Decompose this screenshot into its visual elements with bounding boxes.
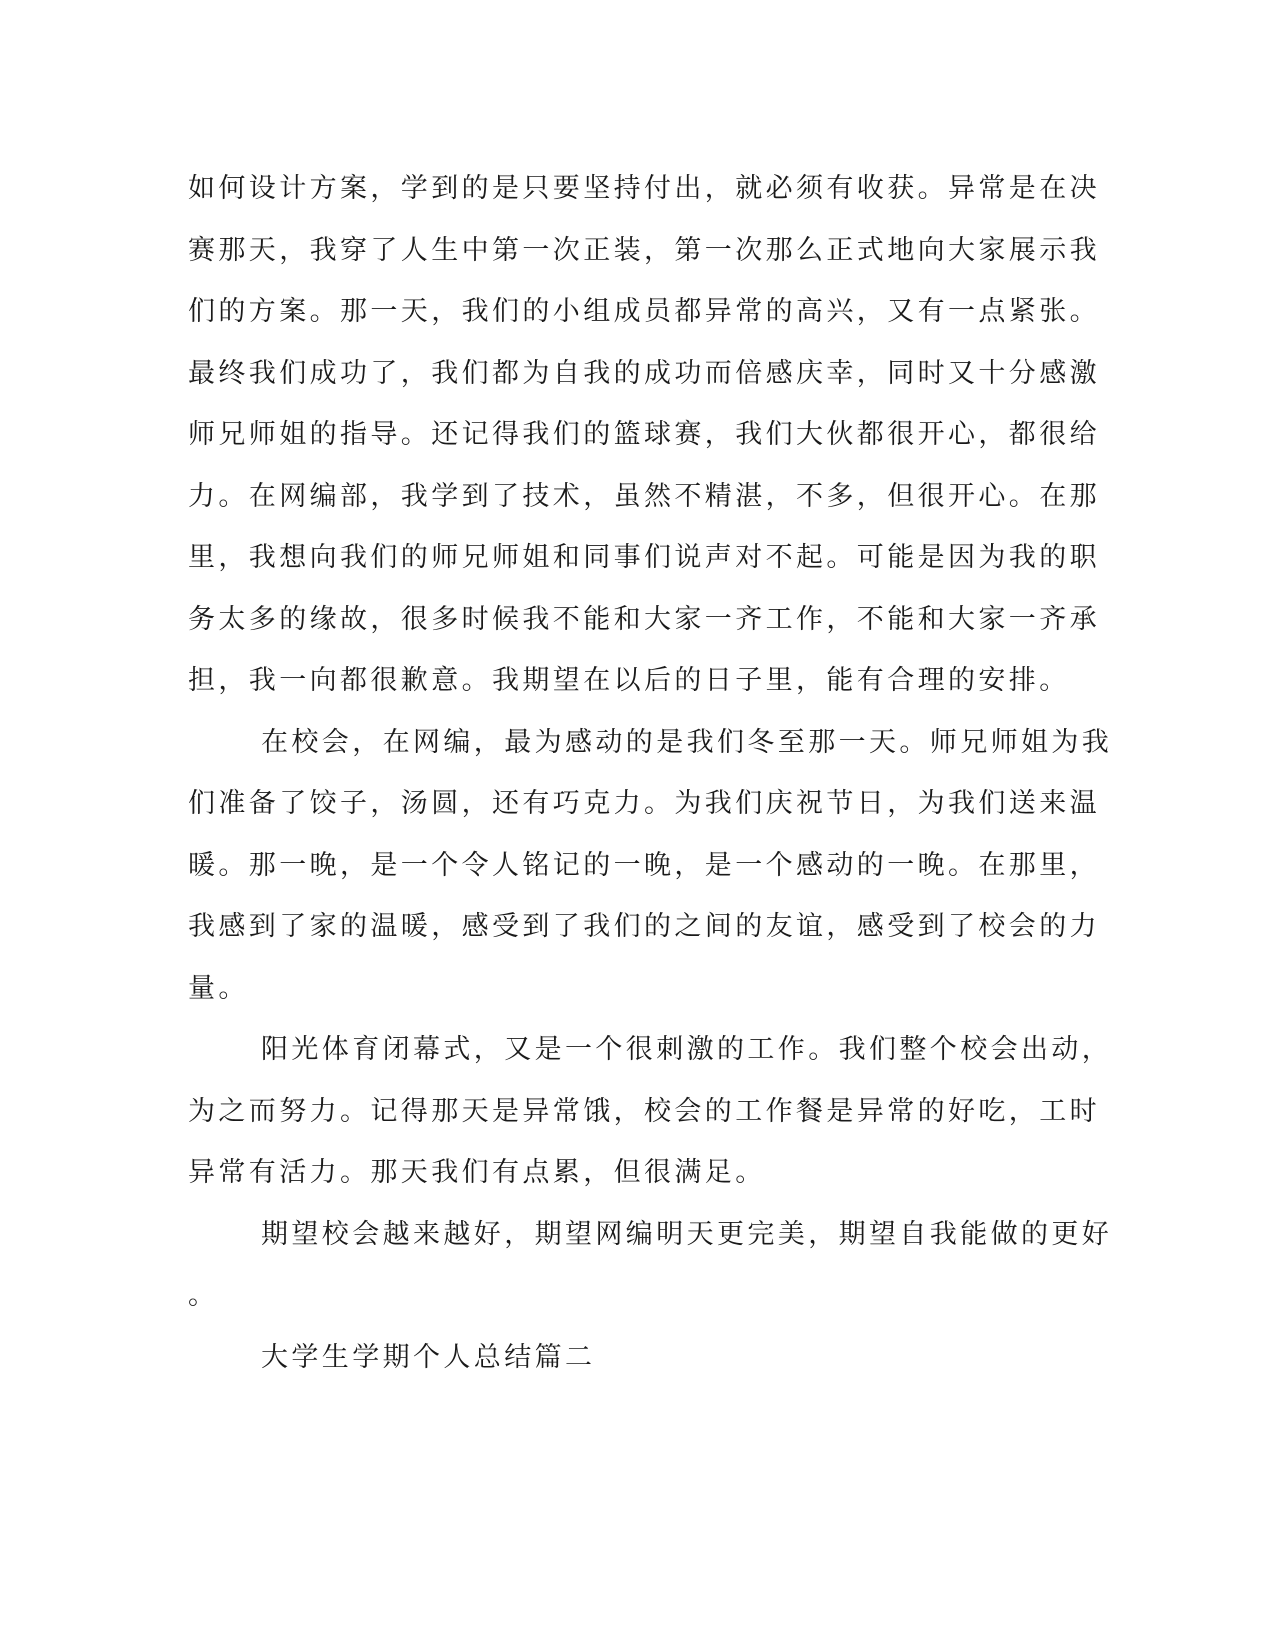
paragraph-start-line: 期望校会越来越好，期望网编明天更完美，期望自我能做的更好 xyxy=(261,1218,1113,1250)
text-line: 师兄师姐的指导。还记得我们的篮球赛，我们大伙都很开心，都很给 xyxy=(188,419,1100,450)
text-line: 异常有活力。那天我们有点累，但很满足。 xyxy=(188,1157,766,1188)
text-line: 们准备了饺子，汤圆，还有巧克力。为我们庆祝节日，为我们送来温 xyxy=(188,788,1100,819)
text-line: 我感到了家的温暖，感受到了我们的之间的友谊，感受到了校会的力 xyxy=(188,911,1100,942)
text-line: 量。 xyxy=(188,972,249,1004)
text-line: 务太多的缘故，很多时候我不能和大家一齐工作，不能和大家一齐承 xyxy=(188,603,1100,635)
text-line: 如何设计方案，学到的是只要坚持付出，就必须有收获。异常是在决 xyxy=(188,173,1100,204)
text-line: 赛那天，我穿了人生中第一次正装，第一次那么正式地向大家展示我 xyxy=(188,234,1100,266)
text-line: 最终我们成功了，我们都为自我的成功而倍感庆幸，同时又十分感激 xyxy=(188,357,1100,389)
text-line: 为之而努力。记得那天是异常饿，校会的工作餐是异常的好吃，工时 xyxy=(188,1095,1100,1127)
text-line: 们的方案。那一天，我们的小组成员都异常的高兴，又有一点紧张。 xyxy=(188,296,1100,327)
text-line: 力。在网编部，我学到了技术，虽然不精湛，不多，但很开心。在那 xyxy=(188,480,1100,512)
paragraph-start-line: 在校会，在网编，最为感动的是我们冬至那一天。师兄师姐为我 xyxy=(261,726,1113,758)
text-line: 暖。那一晚，是一个令人铭记的一晚，是一个感动的一晚。在那里， xyxy=(188,849,1100,881)
text-line: 。 xyxy=(188,1280,219,1311)
body-text xyxy=(188,158,1113,1388)
paragraph-start-line: 阳光体育闭幕式，又是一个很刺激的工作。我们整个校会出动， xyxy=(261,1034,1113,1065)
section-heading: 大学生学期个人总结篇二 xyxy=(261,1341,596,1373)
text-line: 里，我想向我们的师兄师姐和同事们说声对不起。可能是因为我的职 xyxy=(188,542,1100,573)
text-line: 担，我一向都很歉意。我期望在以后的日子里，能有合理的安排。 xyxy=(188,665,1070,696)
